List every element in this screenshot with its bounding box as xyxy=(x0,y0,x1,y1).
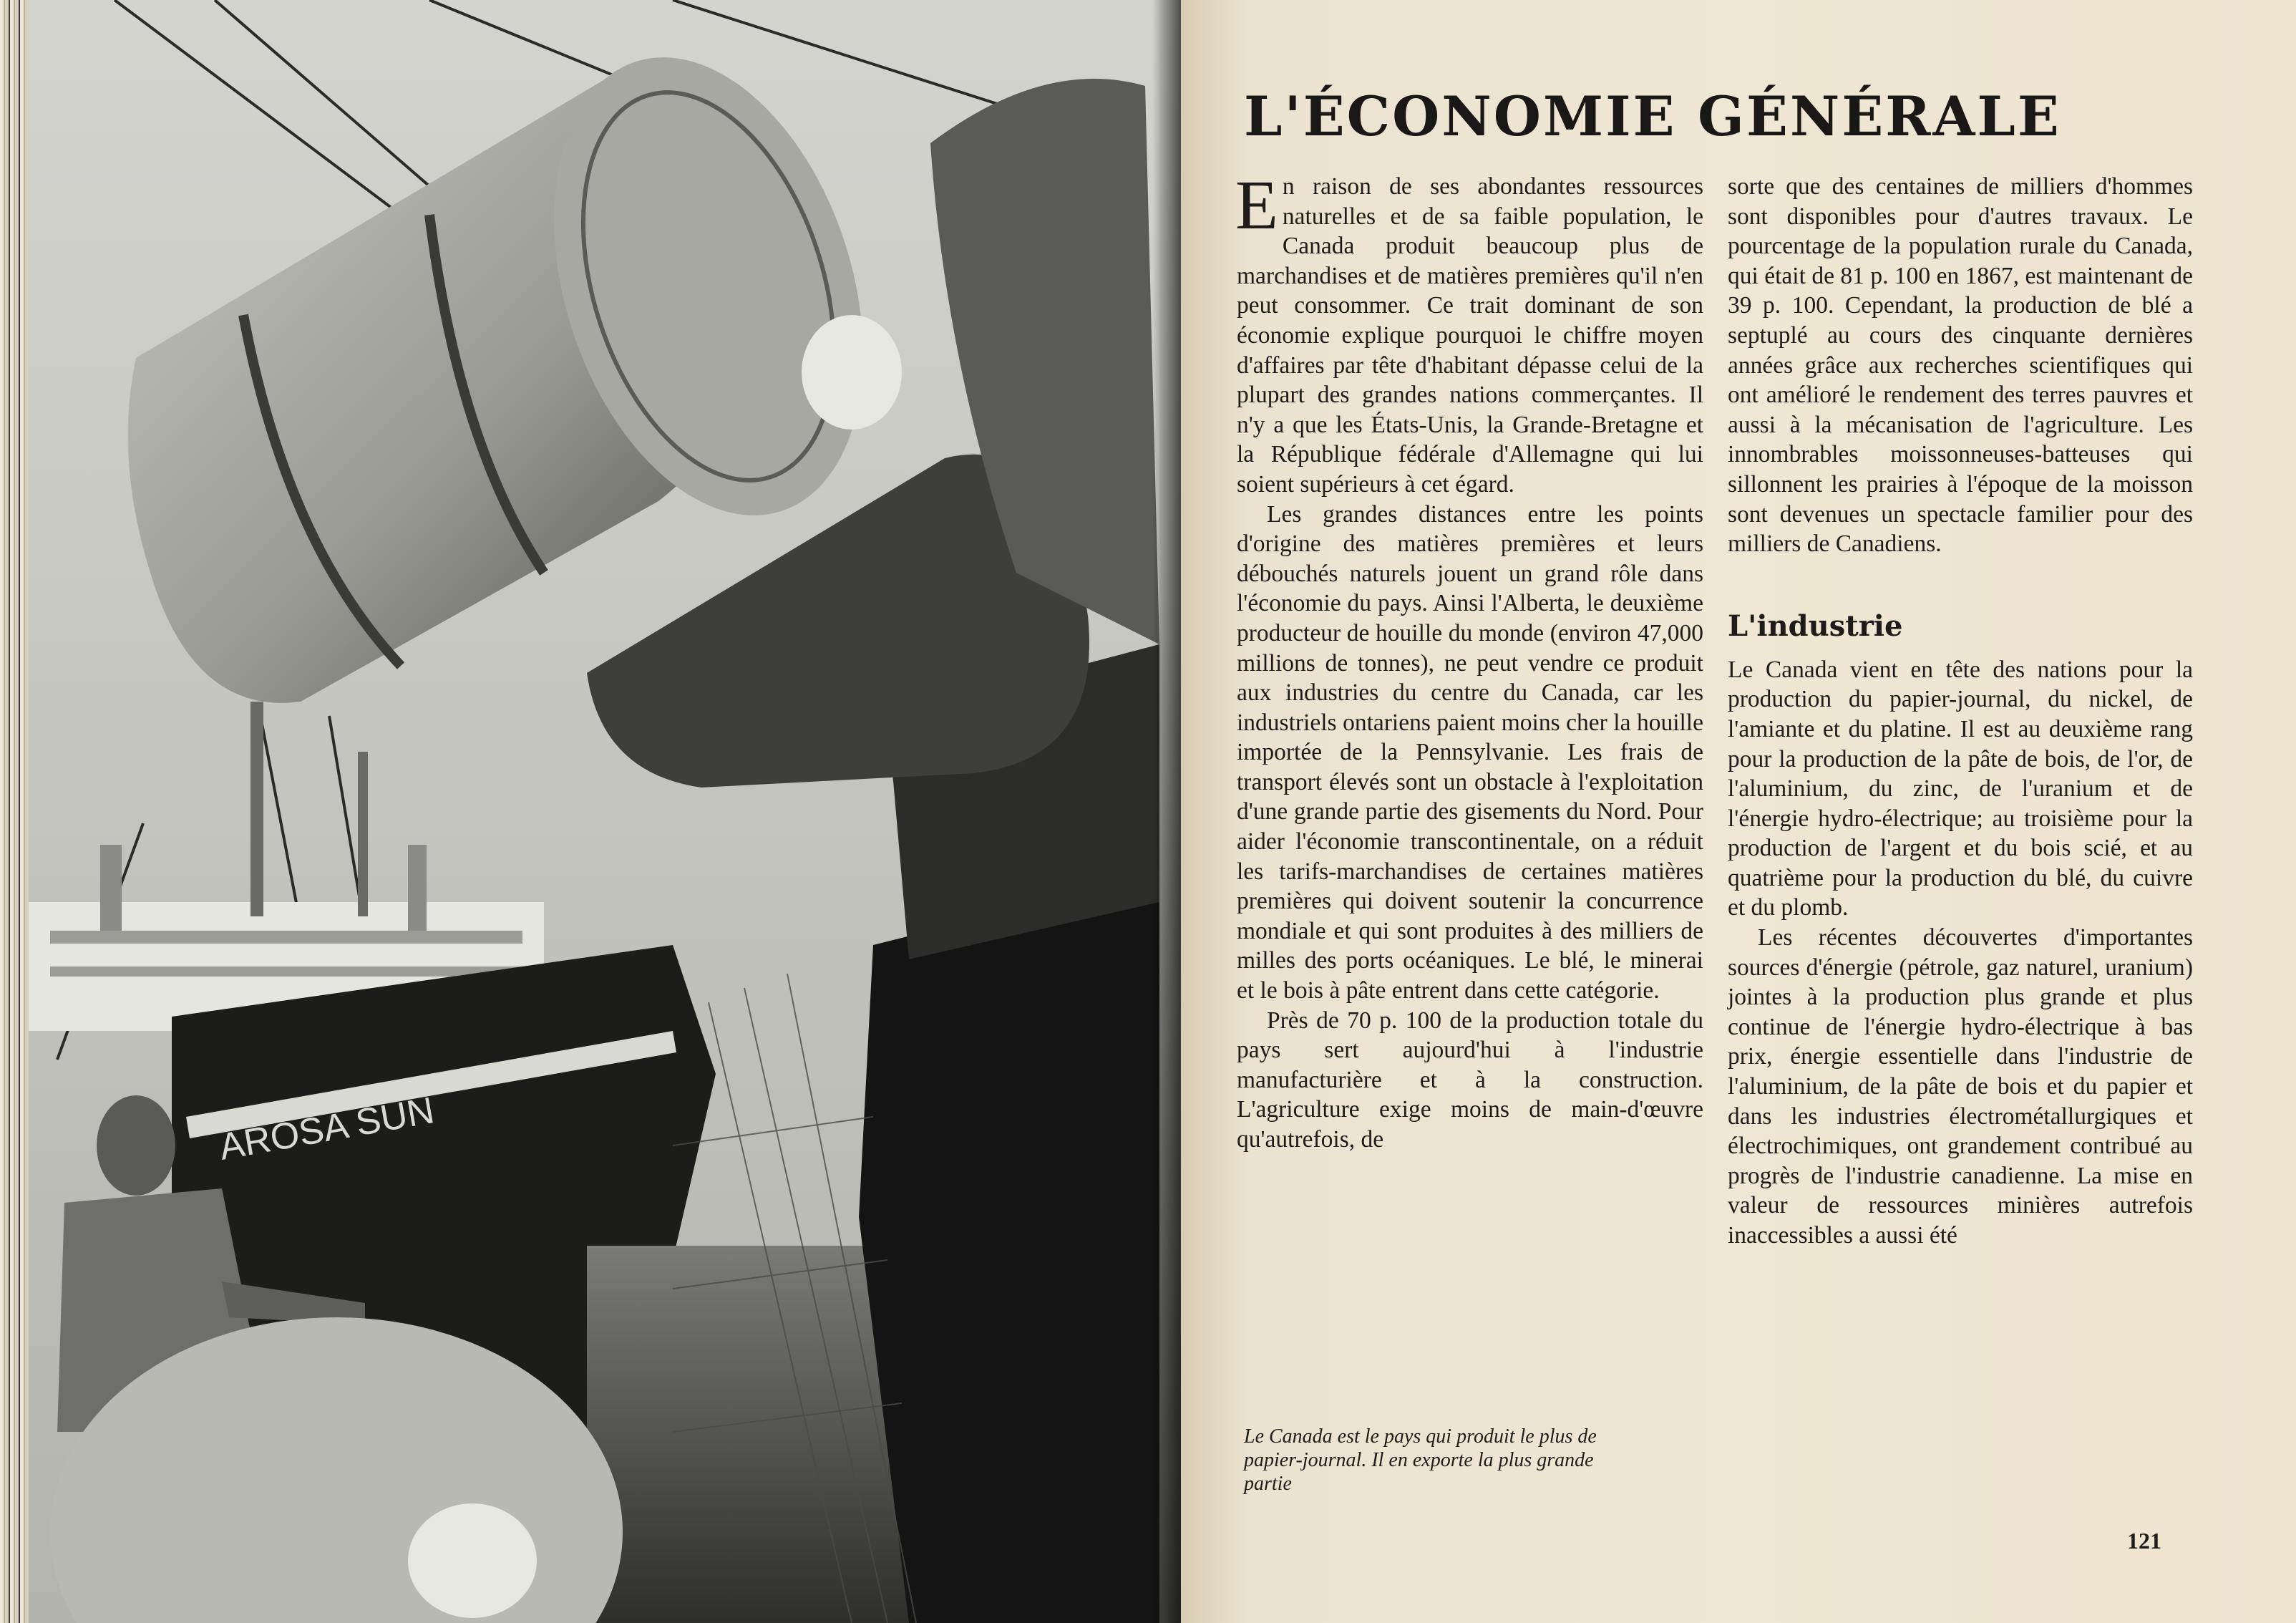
quay-structure xyxy=(859,873,1159,1623)
book-gutter xyxy=(1152,0,1181,1623)
photo-caption: Le Canada est le pays qui produit le plus de papier-journal. Il en exporte la plus grande partie xyxy=(1244,1425,1597,1495)
text-page xyxy=(1181,0,2296,1623)
page-number: 121 xyxy=(2127,1528,2161,1554)
book-page-edges xyxy=(0,0,29,1623)
distances-paragraph: Les grandes distances entre les points d'origine des matières premières et leurs débouchés naturels jouent un grand rôle dans l'économie du pays. Ainsi l'Alberta, le deuxième producteur de houille du monde (environ 47,000 millions de tonnes), ne peut vendre ce produit aux industries du centre du Canada, car les industriels ontariens paient moins cher la houille importée de la Pennsylvanie. Les frais de transport élevés sont un obstacle à l'exploitation d'une grande partie des gisements du Nord. Pour aider l'économie transcontinentale, on a réduit les tarifs-marchandises de certaines matières premières qui doivent soutenir la concurrence mondiale et qui sont produites à des milliers de milles des ports océaniques. Le blé, le minerai et le bois à pâte entrent dans cette catégorie. xyxy=(1237,500,1703,1004)
intro-paragraph: En raison de ses abondantes ressources naturelles et de sa faible population, le Canada produit beaucoup plus de marchandises et de matières premières qu'il n'en peut consommer. Ce trait dominant de son économie explique pourquoi le chiffre moyen d'affaires par tête d'habitant dépasse celui de la plupart des grandes nations commerçantes. Il n'y a que les États-Unis, la Grande-Bretagne et la République fédérale d'Allemagne qui lui soient supérieurs à cet égard. xyxy=(1235,167,1703,498)
energy-paragraph: Les récentes découvertes d'importantes sources d'énergie (pétrole, gaz naturel, uranium) jointes à la production plus grande et plus continue de l'énergie hydro-électrique à bas prix, énergie essentielle dans l'industrie de l'aluminium, de la pâte de bois et du papier et dans les industries électrométallurgiques et électrochimiques, ont grandement contribué au progrès de l'industrie canadienne. La mise en valeur de ressources minières autrefois inaccessibles a aussi été xyxy=(1728,924,2193,1249)
production-paragraph: Près de 70 p. 100 de la production totale du pays sert aujourd'hui à l'industrie manufacturière et à la construction. L'agriculture exige moins de main-d'œuvre qu'autrefois, de xyxy=(1237,1007,1703,1153)
continued-paragraph: sorte que des centaines de milliers d'hommes sont disponibles pour d'autres travaux. Le pourcentage de la population rurale du Canada, qui était de 81 p. 100 en 1867, est maintenant de 39 p. 100. Cependant, la production de blé a septuplé au cours des cinquante dernières années grâce aux recherches scientifiques qui ont amélioré le rendement des terres pauvres et aussi à la mécanisation de l'agriculture. Les innombrables moissonneuses-batteuses qui sillonnent les prairies à l'époque de la moisson sont devenues un spectacle familier pour des milliers de Canadiens. xyxy=(1728,173,2193,558)
harbor-photograph xyxy=(29,0,1159,1623)
right-column xyxy=(1728,172,2193,1251)
page-title: L'ÉCONOMIE GÉNÉRALE xyxy=(1244,84,2061,148)
industry-paragraph: Le Canada vient en tête des nations pour la production du papier-journal, du nickel, de l'amiante et du platine. Il est au deuxième rang pour la production de la pâte de bois, de l'or, de l'aluminium, du zinc, de l'uranium et de l'énergie hydro-électrique; au troisième pour la production de l'argent et du bois scié, et au quatrième pour la production du blé, du cuivre et du plomb. xyxy=(1728,656,2193,921)
ship-name: AROSA SUN xyxy=(216,1090,437,1168)
section-heading: L'industrie xyxy=(1728,609,1903,643)
drop-cap: E xyxy=(1235,167,1278,244)
left-column xyxy=(1235,167,1703,1155)
